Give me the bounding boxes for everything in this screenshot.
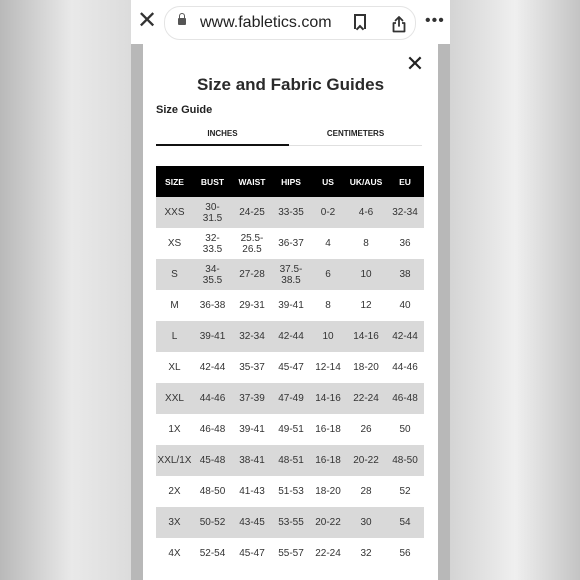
table-row (156, 445, 424, 476)
measurement-cell: 53-55 (272, 507, 310, 538)
size-cell: XXL/1X (156, 445, 193, 476)
share-icon[interactable] (391, 15, 407, 33)
column-header: US (310, 166, 346, 197)
size-cell: XL (168, 362, 181, 373)
measurement-cell: 43-45 (232, 507, 272, 538)
measurement-cell: 27-28 (232, 259, 272, 290)
measurement-cell: 44-46 (392, 362, 418, 373)
measurement-cell: 46-48 (386, 383, 424, 414)
measurement-cell: 55-57 (278, 548, 304, 559)
measurement-cell: 38-41 (232, 445, 272, 476)
measurement-cell: 20-22 (310, 507, 346, 538)
table-row (156, 352, 424, 383)
measurement-cell: 22-24 (315, 548, 341, 559)
bookmark-icon[interactable] (354, 14, 366, 29)
size-guide-modal (143, 44, 438, 580)
phone-screen (131, 0, 450, 580)
section-label: Size Guide (156, 104, 213, 116)
measurement-cell: 8 (363, 238, 369, 249)
measurement-cell: 42-44 (386, 321, 424, 352)
measurement-cell: 54 (386, 507, 424, 538)
size-cell: XS (167, 238, 182, 249)
measurement-cell: 30 (346, 507, 386, 538)
measurement-cell: 16-18 (310, 445, 346, 476)
measurement-cell: 36-38 (199, 300, 226, 311)
table-row (156, 228, 424, 259)
measurement-cell: 50-52 (193, 507, 232, 538)
measurement-cell: 42-44 (199, 362, 226, 373)
tab-centimeters[interactable]: CENTIMETERS (289, 124, 422, 146)
measurement-cell: 35-37 (239, 362, 265, 373)
column-header: EU (386, 166, 424, 197)
measurement-cell: 14-16 (346, 321, 386, 352)
size-cell: 3X (156, 507, 193, 538)
browser-address-bar (131, 0, 450, 44)
measurement-cell: 10 (310, 321, 346, 352)
measurement-cell: 28 (360, 486, 372, 497)
measurement-cell: 52-54 (199, 548, 226, 559)
lock-icon (178, 18, 186, 25)
table-header-row (156, 166, 424, 197)
measurement-cell: 36 (399, 238, 411, 249)
measurement-cell: 22-24 (346, 383, 386, 414)
measurement-cell: 42-44 (272, 321, 310, 352)
table-row (156, 259, 424, 290)
measurement-cell: 34- 35.5 (193, 259, 232, 290)
size-cell: 1X (168, 424, 181, 435)
measurement-cell: 16-18 (315, 424, 341, 435)
measurement-cell: 32-34 (386, 197, 424, 228)
measurement-cell: 32 (360, 548, 372, 559)
table-row (156, 290, 424, 321)
measurement-cell: 33-35 (272, 197, 310, 228)
background-right (450, 0, 580, 580)
column-header: UK/AUS (346, 166, 386, 197)
measurement-cell: 51-53 (278, 486, 304, 497)
measurement-cell: 32-34 (232, 321, 272, 352)
column-header: WAIST (232, 166, 272, 197)
measurement-cell: 20-22 (346, 445, 386, 476)
column-header: HIPS (272, 166, 310, 197)
modal-backdrop (131, 44, 450, 580)
measurement-cell: 12-14 (315, 362, 341, 373)
measurement-cell: 45-47 (278, 362, 304, 373)
measurement-cell: 39-41 (193, 321, 232, 352)
table-row (156, 321, 424, 352)
measurement-cell: 52 (399, 486, 411, 497)
table-row (156, 414, 424, 445)
measurement-cell: 30- 31.5 (193, 197, 232, 228)
table-row (156, 538, 424, 569)
measurement-cell: 50 (399, 424, 411, 435)
table-row (156, 507, 424, 538)
measurement-cell: 12 (360, 300, 372, 311)
column-header: BUST (193, 166, 232, 197)
table-row (156, 476, 424, 507)
modal-title: Size and Fabric Guides (196, 75, 385, 94)
measurement-cell: 37.5- 38.5 (272, 259, 310, 290)
measurement-cell: 4 (325, 238, 331, 249)
measurement-cell: 49-51 (278, 424, 304, 435)
size-cell: XXS (156, 197, 193, 228)
measurement-cell: 47-49 (272, 383, 310, 414)
measurement-cell: 45-48 (193, 445, 232, 476)
measurement-cell: 14-16 (310, 383, 346, 414)
measurement-cell: 25.5- 26.5 (240, 232, 264, 255)
measurement-cell: 48-50 (199, 486, 226, 497)
measurement-cell: 32- 33.5 (202, 232, 223, 255)
tab-inches[interactable]: INCHES (156, 124, 289, 146)
measurement-cell: 46-48 (199, 424, 226, 435)
measurement-cell: 41-43 (239, 486, 265, 497)
column-header: SIZE (156, 166, 193, 197)
close-icon[interactable]: ✕ (137, 7, 158, 34)
size-cell: M (170, 300, 179, 311)
measurement-cell: 18-20 (315, 486, 341, 497)
measurement-cell: 48-50 (386, 445, 424, 476)
background-left (0, 0, 131, 580)
size-cell: 4X (168, 548, 181, 559)
table-row (156, 383, 424, 414)
measurement-cell: 40 (399, 300, 411, 311)
size-cell: 2X (168, 486, 181, 497)
measurement-cell: 56 (399, 548, 411, 559)
more-options-icon[interactable]: ••• (425, 12, 445, 29)
measurement-cell: 29-31 (239, 300, 265, 311)
measurement-cell: 39-41 (239, 424, 265, 435)
measurement-cell: 39-41 (278, 300, 304, 311)
measurement-cell: 45-47 (239, 548, 265, 559)
size-cell: L (156, 321, 193, 352)
measurement-cell: 24-25 (232, 197, 272, 228)
measurement-cell: 0-2 (310, 197, 346, 228)
table-body (156, 197, 424, 569)
table-row (156, 197, 424, 228)
size-cell: S (156, 259, 193, 290)
measurement-cell: 44-46 (193, 383, 232, 414)
measurement-cell: 37-39 (232, 383, 272, 414)
measurement-cell: 8 (325, 300, 331, 311)
measurement-cell: 48-51 (272, 445, 310, 476)
measurement-cell: 38 (386, 259, 424, 290)
measurement-cell: 36-37 (278, 238, 304, 249)
modal-close-icon[interactable]: ✕ (405, 51, 425, 76)
size-cell: XXL (156, 383, 193, 414)
measurement-cell: 10 (346, 259, 386, 290)
url-field[interactable] (164, 6, 416, 40)
url-text: www.fabletics.com (200, 14, 332, 31)
measurement-cell: 6 (310, 259, 346, 290)
measurement-cell: 26 (360, 424, 372, 435)
size-table (156, 166, 424, 569)
measurement-cell: 4-6 (346, 197, 386, 228)
measurement-cell: 18-20 (353, 362, 379, 373)
